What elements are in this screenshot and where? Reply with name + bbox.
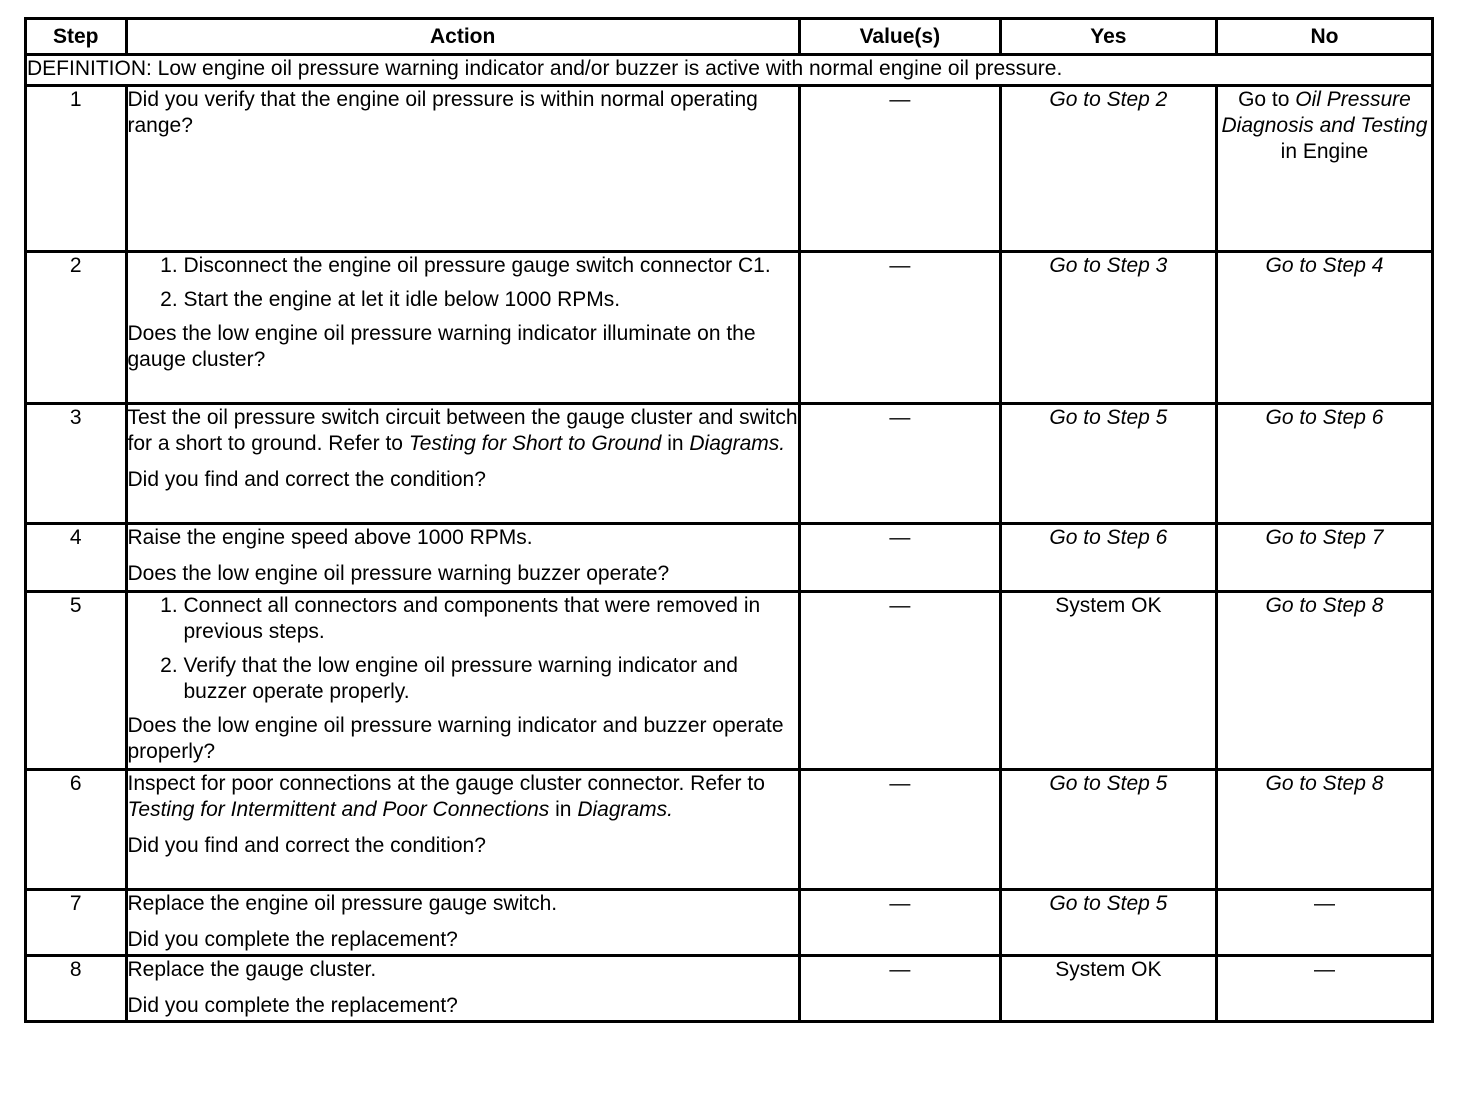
no-cell: — <box>1216 890 1432 956</box>
step-number: 2 <box>26 252 127 404</box>
action-question: Did you complete the replacement? <box>127 928 458 951</box>
action-list <box>128 593 798 705</box>
action-cell <box>126 252 799 404</box>
action-question: Did you find and correct the condition? <box>127 834 486 857</box>
table-row <box>26 956 1433 1022</box>
value-cell: — <box>799 890 1000 956</box>
yes-cell[interactable]: System OK <box>1000 956 1216 1022</box>
action-question: Does the low engine oil pressure warning buzzer operate? <box>127 562 670 585</box>
header-no: No <box>1216 19 1432 55</box>
action-cell <box>126 86 799 252</box>
header-step: Step <box>26 19 127 55</box>
action-text: Test the oil pressure switch circuit between the gauge cluster and switch for a short to ground. Refer to Testing for Short to Ground in Diagrams. <box>127 406 798 455</box>
step-number: 4 <box>26 524 127 592</box>
list-item: 1. Disconnect the engine oil pressure gauge switch connector C1. <box>184 253 798 279</box>
no-cell[interactable]: Go to Oil Pressure Diagnosis and Testing in Engine <box>1216 86 1432 252</box>
table-row <box>26 252 1433 404</box>
table-row <box>26 770 1433 890</box>
step-number: 5 <box>26 592 127 770</box>
value-cell: — <box>799 524 1000 592</box>
action-cell <box>126 404 799 524</box>
table-row <box>26 890 1433 956</box>
action-cell <box>126 890 799 956</box>
no-cell: — <box>1216 956 1432 1022</box>
list-item: 2. Start the engine at let it idle below 1000 RPMs. <box>184 287 798 313</box>
yes-cell[interactable]: System OK <box>1000 592 1216 770</box>
action-question: Did you verify that the engine oil pressure is within normal operating range? <box>127 88 758 137</box>
yes-cell[interactable]: Go to Step 5 <box>1000 404 1216 524</box>
action-text: Raise the engine speed above 1000 RPMs. <box>127 526 533 549</box>
action-question: Does the low engine oil pressure warning indicator and buzzer operate properly? <box>127 714 784 763</box>
action-cell <box>126 524 799 592</box>
diagnostic-table <box>24 17 1434 1023</box>
header-yes: Yes <box>1000 19 1216 55</box>
action-text: Replace the engine oil pressure gauge switch. <box>127 892 558 915</box>
step-number: 3 <box>26 404 127 524</box>
value-cell: — <box>799 86 1000 252</box>
yes-cell[interactable]: Go to Step 5 <box>1000 890 1216 956</box>
yes-cell[interactable]: Go to Step 3 <box>1000 252 1216 404</box>
step-number: 6 <box>26 770 127 890</box>
header-row <box>26 19 1433 55</box>
yes-cell[interactable]: Go to Step 5 <box>1000 770 1216 890</box>
definition-row <box>26 55 1433 86</box>
header-values: Value(s) <box>799 19 1000 55</box>
action-question: Did you complete the replacement? <box>127 994 458 1017</box>
table-row <box>26 524 1433 592</box>
action-question: Did you find and correct the condition? <box>127 468 486 491</box>
value-cell: — <box>799 956 1000 1022</box>
no-cell[interactable]: Go to Step 7 <box>1216 524 1432 592</box>
yes-cell[interactable]: Go to Step 6 <box>1000 524 1216 592</box>
action-question: Does the low engine oil pressure warning indicator illuminate on the gauge cluster? <box>127 322 756 371</box>
action-list <box>128 253 798 313</box>
step-number: 1 <box>26 86 127 252</box>
yes-cell[interactable]: Go to Step 2 <box>1000 86 1216 252</box>
header-action: Action <box>126 19 799 55</box>
no-cell[interactable]: Go to Step 4 <box>1216 252 1432 404</box>
list-item: 1. Connect all connectors and components that were removed in previous steps. <box>184 593 798 645</box>
step-number: 7 <box>26 890 127 956</box>
list-item: 2. Verify that the low engine oil pressure warning indicator and buzzer operate properly. <box>184 653 798 705</box>
no-cell[interactable]: Go to Step 8 <box>1216 770 1432 890</box>
action-text: Inspect for poor connections at the gauge cluster connector. Refer to Testing for Intermittent and Poor Connections in Diagrams. <box>127 772 765 821</box>
definition-text: DEFINITION: Low engine oil pressure warning indicator and/or buzzer is active with normal engine oil pressure. <box>26 55 1433 86</box>
no-cell[interactable]: Go to Step 8 <box>1216 592 1432 770</box>
action-cell <box>126 770 799 890</box>
value-cell: — <box>799 770 1000 890</box>
step-number: 8 <box>26 956 127 1022</box>
value-cell: — <box>799 252 1000 404</box>
table-row <box>26 86 1433 252</box>
value-cell: — <box>799 592 1000 770</box>
action-cell <box>126 956 799 1022</box>
action-text: Replace the gauge cluster. <box>127 958 377 981</box>
action-cell <box>126 592 799 770</box>
value-cell: — <box>799 404 1000 524</box>
table-row <box>26 404 1433 524</box>
table-row <box>26 592 1433 770</box>
no-cell[interactable]: Go to Step 6 <box>1216 404 1432 524</box>
